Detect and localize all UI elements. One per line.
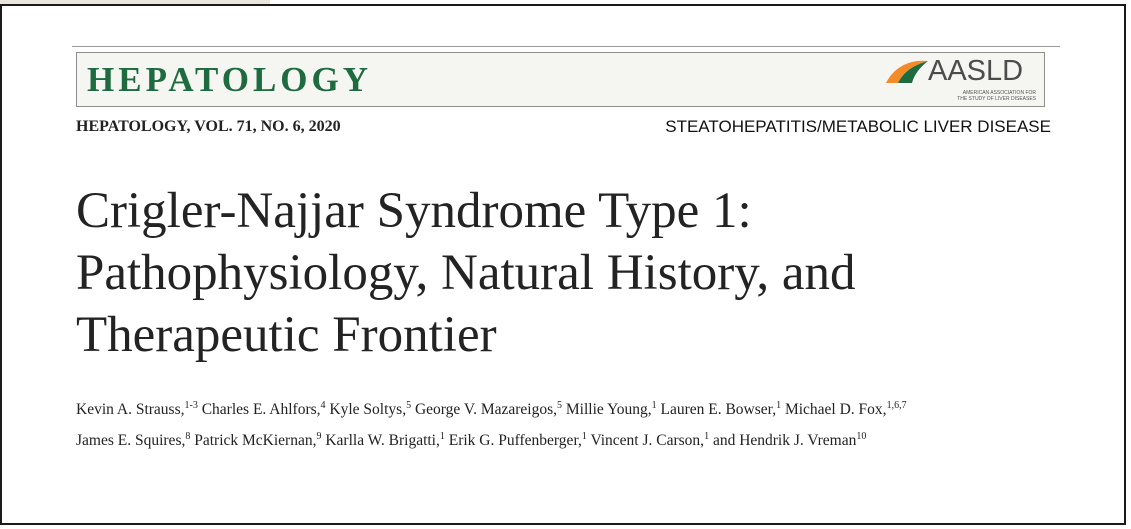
journal-banner [76,52,1045,107]
author-affiliation: 5 [406,400,412,411]
author [660,401,781,418]
logo-subtitle [926,90,1036,102]
author-list [76,394,1066,456]
author-affiliation: 10 [856,431,867,442]
author-name: and Hendrik J. Vreman [712,432,857,449]
author-affiliation: 4 [320,400,326,411]
author [329,401,411,418]
author-affiliation: 1 [651,400,657,411]
author-affiliation: 9 [316,431,322,442]
author-affiliation: 5 [557,400,563,411]
logo-text: AASLD [928,55,1024,87]
author-name: Kyle Soltys, [329,401,407,418]
author [76,432,190,449]
author-name: Charles E. Ahlfors, [201,401,321,418]
author [590,432,709,449]
title-line: Pathophysiology, Natural History, and [76,245,856,301]
author [202,401,326,418]
author-affiliation: 8 [185,431,191,442]
journal-name: HEPATOLOGY [87,60,373,99]
aasld-logo [884,57,1036,103]
author-affiliation: 1-3 [184,400,198,411]
author [76,401,198,418]
author-name: Karlla W. Brigatti, [325,432,440,449]
title-line: Therapeutic Frontier [76,307,497,363]
author-affiliation: 1 [581,431,587,442]
section-label: STEATOHEPATITIS/METABOLIC LIVER DISEASE [665,117,1051,136]
aasld-swoosh-icon [884,57,930,87]
author-line [76,394,1066,425]
author-affiliation: 1 [439,431,445,442]
author-affiliation: 1 [776,400,782,411]
author-name: Lauren E. Bowser, [660,401,777,418]
author-name: Erik G. Puffenberger, [448,432,582,449]
author-name: Michael D. Fox, [784,401,887,418]
author-line [76,425,1066,456]
author [449,432,587,449]
author-affiliation: 1,6,7 [886,400,907,411]
author-name: Patrick McKiernan, [194,432,317,449]
author [566,401,657,418]
title-line: Crigler-Najjar Syndrome Type 1: [76,183,752,239]
author [785,401,907,418]
author-name: Millie Young, [565,401,652,418]
author-affiliation: 1 [704,431,710,442]
author-name: James E. Squires, [76,432,186,449]
article-title [76,180,1076,366]
logo-subtitle-line: THE STUDY OF LIVER DISEASES [957,96,1036,102]
author-name: Vincent J. Carson, [590,432,705,449]
logo-subtitle-line: AMERICAN ASSOCIATION FOR [962,90,1036,96]
author [325,432,445,449]
author [194,432,321,449]
author-name: George V. Mazareigos, [414,401,558,418]
author [713,432,866,449]
header-rule [72,46,1060,47]
citation-line: HEPATOLOGY, VOL. 71, NO. 6, 2020 [76,118,341,135]
author-name: Kevin A. Strauss, [76,401,185,418]
author [415,401,562,418]
